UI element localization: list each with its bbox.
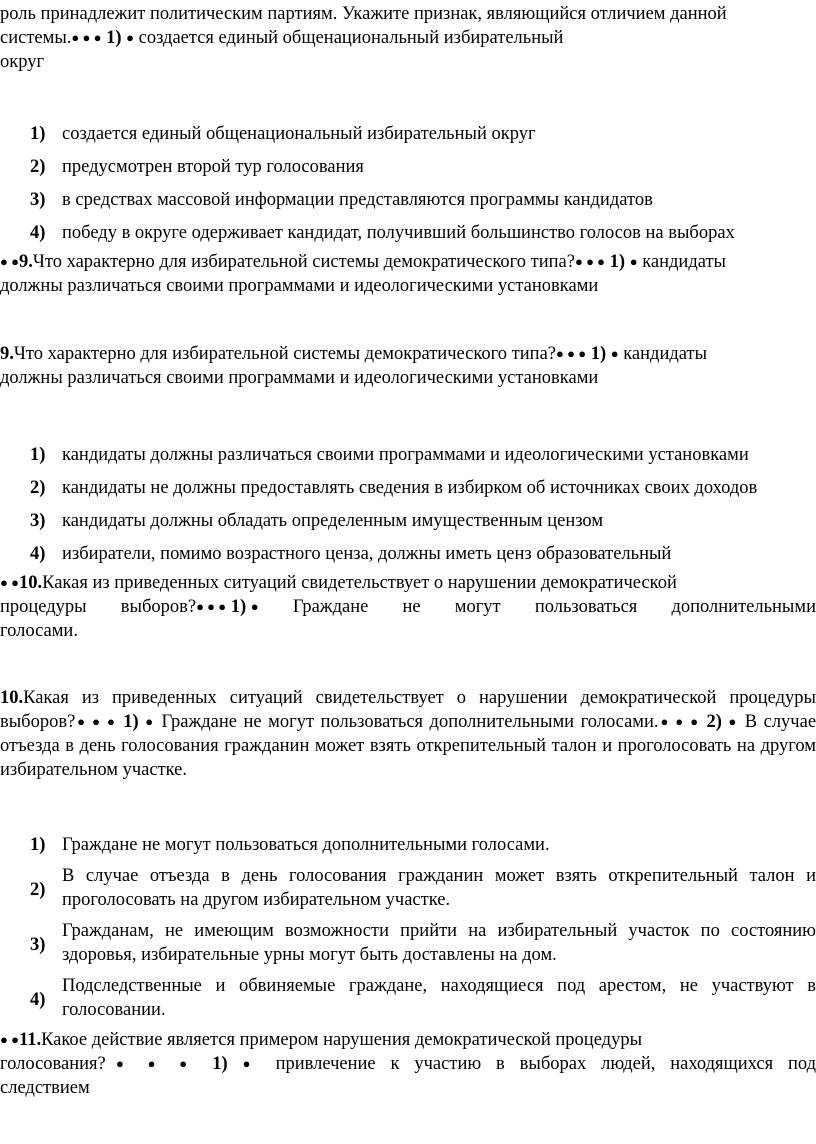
bullet-dots-icon: ● ● <box>0 1032 19 1047</box>
bullet-icon: ● <box>629 254 638 269</box>
q9-preview <box>0 250 816 298</box>
bullet-dots-icon: ● ● ● <box>196 599 227 614</box>
option-number: 4) <box>30 990 46 1010</box>
q9-preview-answer-number: 1) <box>609 252 626 272</box>
q9-preview-answer-text-cont: должны различаться своими программами и идеологическими установками <box>0 276 599 296</box>
q9-option <box>0 476 816 502</box>
bullet-dots-icon: ● ● <box>0 254 19 269</box>
q10-preview-question-part1: процедуры <box>0 597 87 617</box>
q11-preview <box>0 1028 816 1100</box>
q10-number: 10. <box>0 688 24 708</box>
bullet-dots-icon: ● ● ● <box>105 1056 198 1071</box>
option-text: кандидаты не должны предоставлять сведения в избирком об источниках своих доходов <box>62 478 758 498</box>
q10-option <box>0 974 816 1024</box>
q11-preview-question-line1: Какое действие является примером нарушения демократической процедуры <box>41 1030 643 1050</box>
q11-preview-line1 <box>0 1028 816 1052</box>
q10-preview-question-line1: Какая из приведенных ситуаций свидетельствует о нарушении демократической <box>42 573 677 593</box>
option-number: 3) <box>30 190 46 210</box>
bullet-dots-icon: ● ● ● <box>556 346 587 361</box>
option-number: 2) <box>30 880 46 900</box>
bullet-dots-icon: ● ● ● <box>71 30 102 45</box>
q10-preview-question-part2: выборов?● ● ● 1) ● <box>120 597 259 617</box>
bullet-icon: ● <box>242 1056 261 1071</box>
q9-question-text: Что характерно для избирательной системы демократического типа? <box>13 344 556 364</box>
option-text: Гражданам, не имеющим возможности прийти на избирательный участок по состоянию здоровья, избирательные урны могут быть доставлены на дом. <box>62 921 816 965</box>
bullet-dots-icon: ● ● <box>0 575 19 590</box>
option-number: 3) <box>30 935 46 955</box>
q10-preview-word: дополнительными <box>671 597 816 617</box>
q10-answer1-text: Граждане не могут пользоваться дополнительными голосами. <box>161 712 659 732</box>
q9-answer-number: 1) <box>590 344 607 364</box>
option-number: 2) <box>30 157 46 177</box>
q9-answer-text-cont: должны различаться своими программами и идеологическими установками <box>0 368 599 388</box>
q10-preview-word: могут <box>454 597 501 617</box>
q9-option <box>0 443 816 469</box>
q8-answer-text: создается единый общенациональный избирательный <box>138 28 564 48</box>
q11-preview-number: 11. <box>18 1030 42 1050</box>
q10-answer1-number: 1) <box>123 712 139 732</box>
option-text: кандидаты должны обладать определенным имущественным цензом <box>62 511 604 531</box>
option-text: предусмотрен второй тур голосования <box>62 157 364 177</box>
q8-option <box>0 221 816 247</box>
q8-intro-line1: роль принадлежит политическим партиям. Укажите признак, являющийся отличием данной <box>0 4 727 24</box>
option-number: 3) <box>30 511 46 531</box>
q9-question <box>0 342 816 390</box>
q9-option <box>0 542 816 568</box>
bullet-dots-icon: ● ● ● <box>658 714 700 729</box>
q10-preview-word: Граждане <box>292 597 369 617</box>
q9-preview-question: Что характерно для избирательной системы демократического типа? <box>32 252 575 272</box>
q9-number: 9. <box>0 344 14 364</box>
bullet-dots-icon: ● ● ● <box>574 254 606 269</box>
q10-option <box>0 864 816 914</box>
q10-answer2-number: 2) <box>706 712 722 732</box>
option-text: Подследственные и обвиняемые граждане, находящиеся под арестом, не участвуют в голосовании. <box>62 976 816 1020</box>
q9-preview-number: 9. <box>18 252 33 272</box>
q10-option <box>0 833 816 859</box>
option-number: 2) <box>30 478 46 498</box>
bullet-icon: ● <box>610 346 619 361</box>
option-number: 4) <box>30 223 46 243</box>
q8-intro <box>0 2 816 74</box>
bullet-icon: ● <box>728 714 739 729</box>
q8-intro-line2: системы. <box>0 28 72 48</box>
q9-option <box>0 509 816 535</box>
q11-preview-question-line2: голосования? <box>0 1054 106 1074</box>
option-text: избиратели, помимо возрастного ценза, должны иметь ценз образовательный <box>62 544 672 564</box>
q8-answer-text-cont: округ <box>0 52 45 72</box>
q10-preview <box>0 571 816 643</box>
q11-preview-line3: следствием <box>0 1078 90 1098</box>
bullet-icon: ● <box>126 30 134 45</box>
q10-preview-line3: голосами. <box>0 621 78 641</box>
q11-preview-answer-number: 1) <box>212 1054 228 1074</box>
q11-preview-line2 <box>0 1052 816 1076</box>
q9-preview-answer-text: кандидаты <box>642 252 726 272</box>
option-number: 1) <box>30 124 46 144</box>
bullet-icon: ● <box>250 599 259 614</box>
q8-option <box>0 188 816 214</box>
q10-option <box>0 919 816 969</box>
q8-answer-number: 1) <box>106 28 122 48</box>
option-text: В случае отъезда в день голосования гражданин может взять открепительный талон и проголосовать на другом избирательном участке. <box>62 866 816 910</box>
option-text: в средствах массовой информации представляются программы кандидатов <box>62 190 653 210</box>
q8-option <box>0 155 816 181</box>
option-number: 1) <box>30 835 46 855</box>
q10-preview-line2 <box>0 595 816 619</box>
q11-preview-answer-text: привлечение к участию в выборах людей, находящихся под <box>275 1054 816 1074</box>
option-text: Граждане не могут пользоваться дополнительными голосами. <box>62 835 550 855</box>
q10-question-text: Какая из приведенных ситуаций свидетельствует о нарушении демократической процедуры выборов? <box>0 688 816 732</box>
q8-option <box>0 122 816 148</box>
option-number: 1) <box>30 445 46 465</box>
q10-question <box>0 686 816 782</box>
option-text: победу в округе одерживает кандидат, получивший большинство голосов на выборах <box>62 223 735 243</box>
q10-answer2-text: В случае отъезда в день голосования гражданин может взять открепительный талон и проголосовать на другом избирательном участке. <box>0 712 816 780</box>
bullet-icon: ● <box>145 714 155 729</box>
q10-preview-word: пользоваться <box>534 597 638 617</box>
q10-preview-number: 10. <box>18 573 43 593</box>
bullet-dots-icon: ● ● ● <box>75 714 117 729</box>
q9-answer-text: кандидаты <box>623 344 708 364</box>
option-text: создается единый общенациональный избирательный округ <box>62 124 536 144</box>
option-number: 4) <box>30 544 46 564</box>
q10-preview-answer-number: 1) <box>230 597 247 617</box>
option-text: кандидаты должны различаться своими программами и идеологическими установками <box>62 445 749 465</box>
q10-preview-word: не <box>402 597 421 617</box>
q10-preview-line1 <box>0 571 816 595</box>
